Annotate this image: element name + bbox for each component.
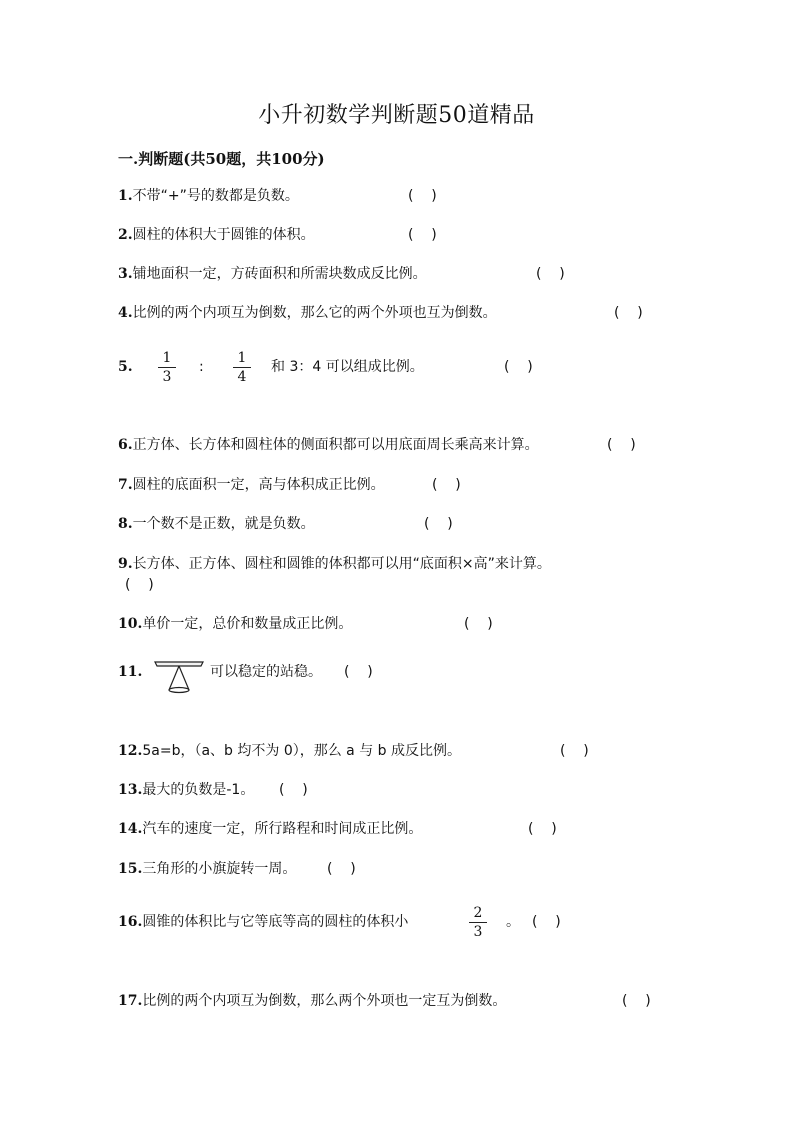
answer-blank-6[interactable]: ( ) [607, 437, 636, 453]
question-number: 12. [118, 743, 143, 759]
answer-blank-15[interactable]: ( ) [327, 861, 356, 877]
question-number: 10. [118, 616, 143, 632]
fraction-denominator: 3 [162, 369, 172, 385]
question-12 [118, 740, 461, 762]
question-text: 和 3：4 可以组成比例。 [271, 359, 424, 375]
question-number: 6. [118, 437, 133, 453]
fraction-numerator: 2 [473, 905, 483, 921]
fraction-one-third [157, 350, 177, 385]
question-text: 不带“+”号的数都是负数。 [132, 188, 299, 204]
question-11 [118, 661, 142, 683]
answer-blank-5[interactable]: ( ) [504, 359, 533, 375]
fraction-denominator: 3 [473, 924, 483, 940]
question-number: 11. [118, 664, 143, 680]
fraction-bar [469, 922, 487, 923]
question-text: 汽车的速度一定，所行路程和时间成正比例。 [142, 821, 423, 837]
question-text: 圆柱的底面积一定，高与体积成正比例。 [132, 477, 385, 493]
question-text: 正方体、长方体和圆柱体的侧面积都可以用底面周长乘高来计算。 [132, 437, 539, 453]
question-1 [118, 185, 299, 207]
question-10 [118, 613, 352, 635]
question-16 [118, 911, 408, 933]
fraction-denominator: 4 [237, 369, 247, 385]
question-number: 15. [118, 861, 143, 877]
question-number: 1. [118, 188, 133, 204]
question-text: 圆锥的体积比与它等底等高的圆柱的体积小 [142, 914, 409, 930]
question-5 [118, 356, 133, 378]
answer-blank-13[interactable]: ( ) [279, 782, 308, 798]
question-number: 13. [118, 782, 143, 798]
question-text: 铺地面积一定，方砖面积和所需块数成反比例。 [132, 266, 427, 282]
answer-blank-7[interactable]: ( ) [432, 477, 461, 493]
question-text: 长方体、正方体、圆柱和圆锥的体积都可以用“底面积×高”来计算。 [132, 556, 551, 572]
question-number: 9. [118, 556, 133, 572]
question-number: 8. [118, 516, 133, 532]
question-number: 4. [118, 305, 133, 321]
question-text: 5a=b，（a、b 均不为 0），那么 a 与 b 成反比例。 [142, 743, 462, 759]
answer-blank-11[interactable]: ( ) [344, 664, 373, 680]
answer-blank-3[interactable]: ( ) [536, 266, 565, 282]
question-number: 3. [118, 266, 133, 282]
answer-blank-8[interactable]: ( ) [424, 516, 453, 532]
question-number: 17. [118, 993, 143, 1009]
question-number: 14. [118, 821, 143, 837]
question-7 [118, 474, 385, 496]
question-4 [118, 302, 497, 324]
question-text: 最大的负数是-1。 [142, 782, 255, 798]
question-9 [118, 553, 551, 575]
answer-blank-12[interactable]: ( ) [560, 743, 589, 759]
fraction-numerator: 1 [162, 350, 172, 366]
section-heading: 一.判断题(共50题，共100分) [118, 150, 325, 168]
question-number: 5. [118, 359, 133, 375]
question-text: 一个数不是正数，就是负数。 [132, 516, 315, 532]
question-13 [118, 779, 254, 801]
question-tail: 。 [506, 914, 520, 930]
question-6 [118, 434, 539, 456]
fraction-one-fourth [232, 350, 252, 385]
answer-blank-1[interactable]: ( ) [408, 188, 437, 204]
question-text: 可以稳定的站稳。 [210, 664, 322, 680]
question-number: 7. [118, 477, 133, 493]
question-17 [118, 990, 506, 1012]
question-text: 单价一定，总价和数量成正比例。 [142, 616, 353, 632]
question-3 [118, 263, 427, 285]
question-text: 比例的两个内项互为倒数，那么它的两个外项也互为倒数。 [132, 305, 497, 321]
question-text: 比例的两个内项互为倒数，那么两个外项也一定互为倒数。 [142, 993, 507, 1009]
answer-blank-14[interactable]: ( ) [528, 821, 557, 837]
question-8 [118, 513, 315, 535]
question-2 [118, 224, 315, 246]
ratio-colon: : [199, 359, 204, 375]
page-title: 小升初数学判断题50道精品 [258, 103, 535, 128]
fraction-two-thirds [468, 905, 488, 940]
fraction-bar [233, 367, 251, 368]
question-text: 三角形的小旗旋转一周。 [142, 861, 297, 877]
fraction-numerator: 1 [237, 350, 247, 366]
answer-blank-9[interactable]: ( ) [125, 577, 154, 593]
answer-blank-2[interactable]: ( ) [408, 227, 437, 243]
answer-blank-16[interactable]: ( ) [532, 914, 561, 930]
fraction-bar [158, 367, 176, 368]
question-number: 16. [118, 914, 143, 930]
answer-blank-10[interactable]: ( ) [464, 616, 493, 632]
question-15 [118, 858, 296, 880]
question-14 [118, 818, 422, 840]
question-text: 圆柱的体积大于圆锥的体积。 [132, 227, 315, 243]
question-number: 2. [118, 227, 133, 243]
answer-blank-4[interactable]: ( ) [614, 305, 643, 321]
answer-blank-17[interactable]: ( ) [622, 993, 651, 1009]
cone-with-board-figure [152, 656, 206, 696]
